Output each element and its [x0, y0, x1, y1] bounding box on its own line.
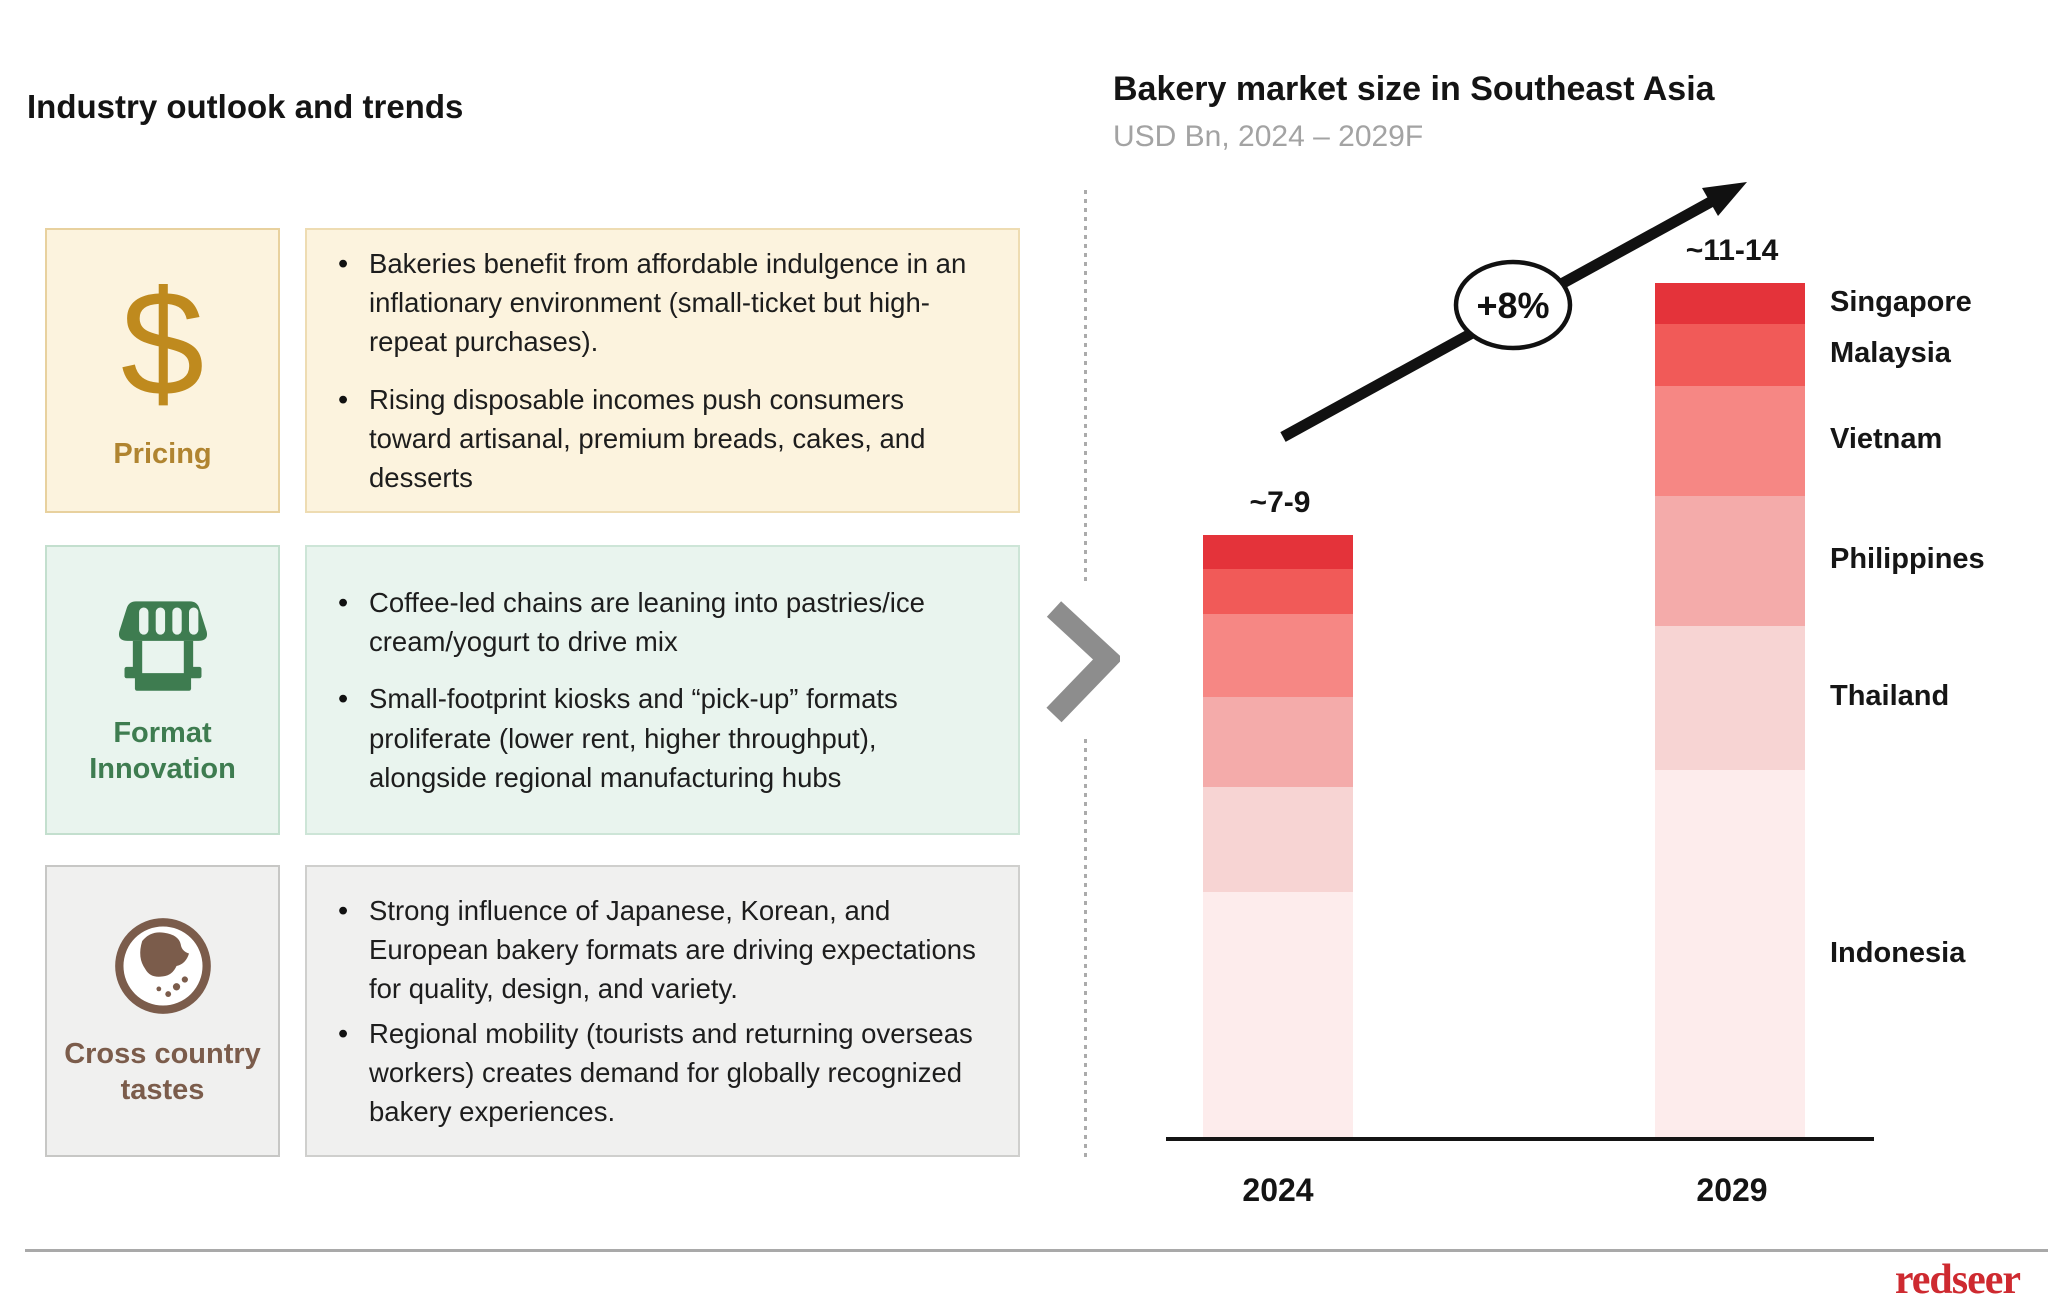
redseer-logo: redseer: [1894, 1257, 2020, 1303]
bar-segment-2024-malaysia: [1203, 569, 1353, 614]
country-label-philippines: Philippines: [1830, 542, 1985, 575]
country-label-vietnam: Vietnam: [1830, 422, 1943, 455]
bar-segment-2029-malaysia: [1655, 324, 1805, 386]
bar-segment-2029-indonesia: [1655, 770, 1805, 1140]
country-label-malaysia: Malaysia: [1830, 336, 1951, 369]
country-label-indonesia: Indonesia: [1830, 936, 1966, 969]
cross-country-text-box: [305, 865, 1020, 1157]
page-title: Industry outlook and trends: [27, 88, 464, 125]
bar-segment-2029-thailand: [1655, 626, 1805, 770]
cross-country-label: Cross country tastes: [64, 1037, 261, 1106]
x-tick-2029: 2029: [1696, 1172, 1768, 1208]
storefront-icon: [111, 593, 215, 697]
pricing-label: Pricing: [113, 438, 212, 471]
bar-segment-2024-singapore: [1203, 535, 1353, 569]
pricing-icon-box: [45, 228, 280, 513]
x-tick-2024: 2024: [1242, 1172, 1314, 1208]
pricing-text-box: [305, 228, 1020, 513]
format-innovation-label: Format Innovation: [89, 716, 236, 785]
bar-segment-2024-thailand: [1203, 787, 1353, 892]
bullet: • Rising disposable incomes push consumers toward artisanal, premium breads, cakes, and desserts: [335, 380, 989, 498]
growth-percent-label: +8%: [1476, 285, 1550, 326]
dollar-icon: $: [120, 259, 205, 428]
bar-segment-2024-indonesia: [1203, 892, 1353, 1140]
chart-subtitle: USD Bn, 2024 – 2029F: [1113, 120, 1424, 153]
bar-segment-2029-singapore: [1655, 283, 1805, 324]
chart-title: Bakery market size in Southeast Asia: [1113, 70, 1715, 108]
bar-total-2024: ~7-9: [1249, 486, 1311, 519]
format-innovation-text-box: [305, 545, 1020, 835]
country-label-singapore: Singapore: [1830, 285, 1972, 318]
bar-segment-2024-philippines: [1203, 697, 1353, 787]
bar-segment-2029-philippines: [1655, 496, 1805, 626]
bullet: • Coffee-led chains are leaning into pastries/ice cream/yogurt to drive mix: [335, 583, 989, 662]
bullet: • Bakeries benefit from affordable indulgence in an inflationary environment (small-ticket but high-repeat purchases).: [335, 244, 989, 362]
bullet: • Small-footprint kiosks and “pick-up” formats proliferate (lower rent, higher throughput), alongside regional manufacturing hubs: [335, 679, 989, 797]
bar-segment-2029-vietnam: [1655, 386, 1805, 496]
cross-country-icon-box: [45, 865, 280, 1157]
country-label-thailand: Thailand: [1830, 679, 1950, 712]
globe-icon: [111, 914, 215, 1018]
bullet: • Strong influence of Japanese, Korean, and European bakery formats are driving expectations for quality, design, and variety.: [335, 891, 989, 1009]
format-innovation-icon-box: [45, 545, 280, 835]
bar-segment-2024-vietnam: [1203, 614, 1353, 697]
x-axis-line: [1166, 1137, 1874, 1141]
chevron-right-icon: [1046, 601, 1120, 723]
bullet: • Regional mobility (tourists and returning overseas workers) creates demand for globally recognized bakery experiences.: [335, 1014, 989, 1132]
footer-divider: [25, 1249, 2048, 1252]
bar-total-2029: ~11-14: [1685, 234, 1779, 267]
